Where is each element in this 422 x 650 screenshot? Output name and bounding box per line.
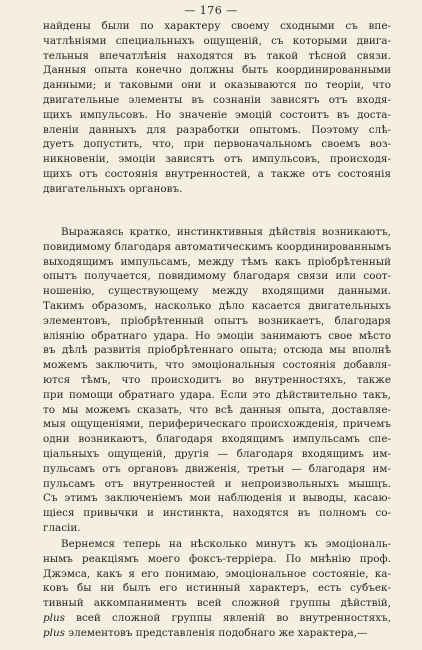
text-line: щихъ отъ состоянія внутренностей, а также отъ состоянія <box>43 167 391 180</box>
text-line: ются тѣмъ, что происходитъ во внутренностяхъ, также <box>43 373 391 386</box>
text-line: щихъ импульсовъ. Но значеніе эмоцій состоитъ въ доста- <box>43 108 391 121</box>
text-line: то мы можемъ сказать, что всѣ данныя опыта, доставляе- <box>43 403 391 416</box>
text-line: гласіи. <box>43 521 81 534</box>
text-line: пульсамъ отъ органовъ движенія, третьи — благодаря им- <box>43 462 391 475</box>
text-line: элементовъ, пріобрѣтенный опытъ возникаетъ, благодаря <box>43 314 391 327</box>
paragraph-1 <box>43 19 391 197</box>
text-line: Данныя опыта конечно должны быть координированными <box>43 64 391 77</box>
text-line: ношенію, существующему между входящими данными. <box>43 285 391 298</box>
text-line: тельныя впечатлѣнія находятся въ такой тѣсной связи. <box>43 49 391 62</box>
text-line: одни возникаютъ, благодаря входящимъ импульсамъ спе- <box>43 433 391 446</box>
text-line: Такимъ образомъ, насколько дѣло касается двигательныхъ <box>43 299 391 312</box>
text-line: plus всей сложной группы явленій во внутренностяхъ, <box>43 611 391 624</box>
text-line: выходящимъ импульсамъ, между тѣмъ какъ пріобрѣтенный <box>43 255 391 268</box>
text-line: plus элементовъ представленія подобнаго же характера,— <box>43 626 368 639</box>
text-line: найдены были по характеру своему сходными съ впе- <box>43 20 391 32</box>
text-line: можемъ заключить, что эмоціональныя состоянія добавля- <box>43 359 391 372</box>
text-line: Выражаясь кратко, инстинктивныя дѣйствія возникаютъ, <box>61 226 391 238</box>
text-line: двигательныхъ органовъ. <box>43 182 183 195</box>
text-line: никновеніи, эмоціи зависятъ отъ импульсовъ, происходя- <box>43 153 391 166</box>
text-line: дуетъ допустить, что, при первоначальномъ своемъ воз- <box>43 138 391 151</box>
text-line: двигательные элементы въ сознаніи зависятъ отъ входя- <box>43 93 391 106</box>
text-line: Джэмса, какъ я его понимаю, эмоціональное состояніе, ка- <box>43 567 391 580</box>
text-line: въ дѣлѣ развитія пріобрѣтеннаго опыта; отсюда мы вполнѣ <box>43 344 391 357</box>
text-line: Съ этимъ заключеніемъ мои наблюденія и выводы, касаю- <box>43 492 391 505</box>
text-line: ціальныхъ ощущеній, другія — благодаря входящимъ им- <box>43 447 391 460</box>
text-line: опытъ получается, повидимому благодаря связи или соот- <box>43 270 391 283</box>
text-line: пульсамъ отъ внутренностей и непроизвольныхъ мышцъ. <box>43 477 391 490</box>
paragraph-3 <box>43 537 391 641</box>
text-line: повидимому благодаря автоматическимъ координированнымъ <box>43 240 391 253</box>
text-line: ковъ бы ни былъ его истинный характеръ, есть субъек- <box>43 582 391 595</box>
text-line: при помощи обратнаго удара. Если это дѣйствительно такъ, <box>43 388 391 401</box>
text-line: вліянію обратнаго удара. Но эмоціи занимаютъ свое мѣсто <box>43 329 391 342</box>
text-line: Вернемся теперь на нѣсколько минутъ къ эмоціональ- <box>61 538 391 550</box>
paragraph-2 <box>43 225 391 536</box>
text-line: данными; и таковыми они и оказываются по теоріи, что <box>43 79 391 92</box>
text-line: нымъ реакціямъ моего фоксъ-терріера. По мнѣнію проф. <box>43 552 391 565</box>
text-line: вленіи данныхъ для разработки опытомъ. Поэтому слѣ- <box>43 123 391 136</box>
text-line: чатлѣніями специальныхъ ощущеній, съ которыми двига- <box>43 34 391 47</box>
page-number: — 176 — <box>184 4 238 17</box>
text-line: мыя ощущеніями, периферическаго происхожденія, причемъ <box>43 418 391 431</box>
text-line: щіеся привычки и инстинкта, находятся въ полномъ со- <box>43 507 391 520</box>
text-line: тивный аккомпанименть всей сложной группы дѣйствій, <box>43 597 391 610</box>
